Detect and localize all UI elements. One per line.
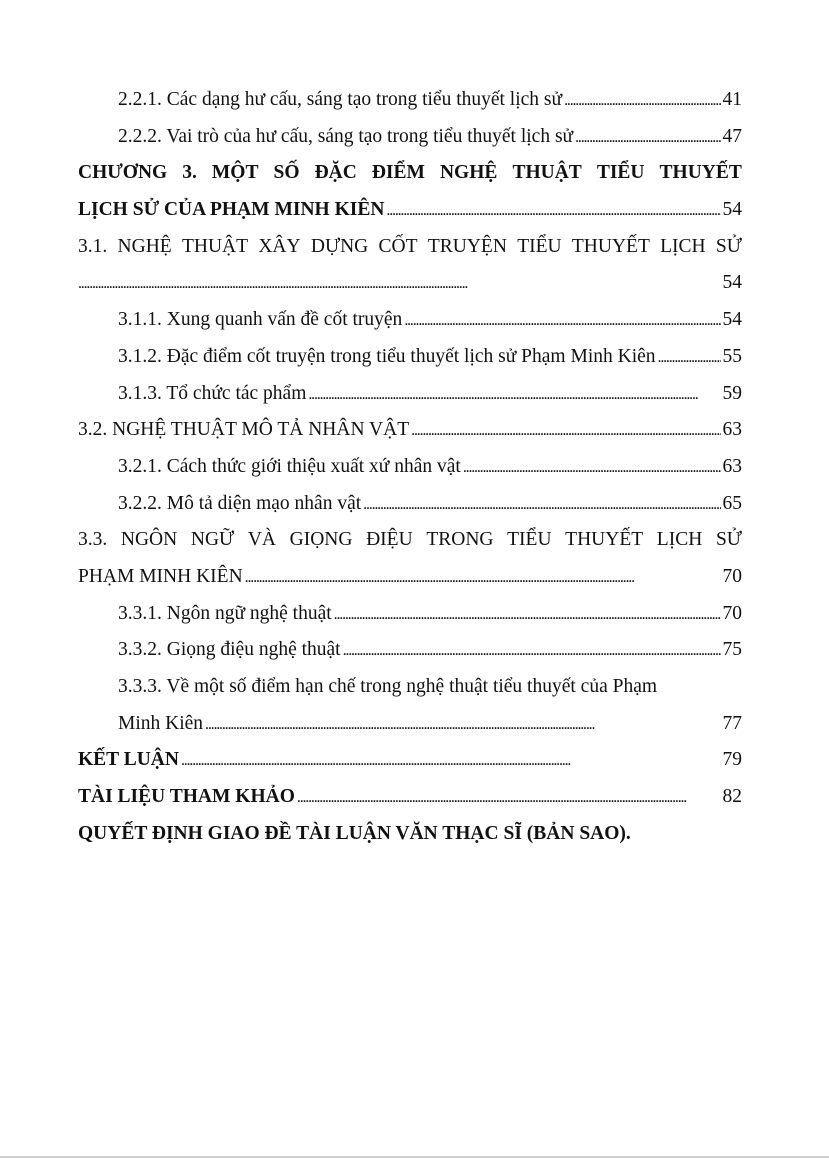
toc-word: DỰNG (310, 235, 369, 257)
toc-section-3-1-line1 (78, 229, 742, 266)
toc-word: XÂY (258, 235, 301, 257)
toc-word: NGỮ (190, 529, 235, 551)
toc-entry-3-1-2 (78, 339, 742, 376)
dot-leader (363, 486, 720, 524)
dot-leader (245, 559, 721, 597)
toc-section-3-2 (78, 412, 742, 449)
toc-entry-2-2-2 (78, 119, 742, 156)
toc-section-3-3-line2 (78, 559, 742, 596)
toc-entry-3-3-2 (78, 632, 742, 669)
toc-word: THUYẾT (659, 162, 742, 184)
toc-word: TRONG (426, 529, 494, 551)
toc-chapter-3-line1 (78, 155, 742, 192)
toc-page-number: 79 (722, 749, 742, 771)
toc-page-number: 54 (722, 309, 742, 331)
toc-word: GIỌNG (289, 529, 353, 551)
toc-page-number: 70 (722, 565, 742, 587)
dot-leader (334, 596, 721, 634)
toc-word: LỊCH (660, 235, 706, 257)
toc-entry-title: KẾT LUẬN (78, 749, 179, 771)
dot-leader (181, 742, 721, 780)
toc-page-number: 54 (722, 199, 742, 221)
toc-page-number: 55 (722, 345, 742, 367)
toc-word: THUẬT (181, 235, 249, 257)
toc-entry-title: 3.1.2. Đặc điểm cốt truyện trong tiểu thuyết lịch sử Phạm Minh Kiên (118, 345, 656, 367)
toc-word: CỐT (378, 235, 418, 257)
toc-page-number: 82 (722, 786, 742, 808)
toc-word: NGÔN (120, 529, 178, 551)
toc-word: NGHỆ (117, 235, 172, 257)
toc-word: SỐ (273, 162, 300, 184)
dot-leader (78, 265, 721, 303)
dot-leader (575, 119, 720, 157)
toc-entry-title: 3.2.2. Mô tả diện mạo nhân vật (118, 492, 362, 514)
toc-entry-title: 3.3.1. Ngôn ngữ nghệ thuật (118, 602, 332, 624)
dot-leader (205, 706, 720, 744)
toc-entry-title: LỊCH SỬ CỦA PHẠM MINH KIÊN (78, 199, 385, 221)
toc-word: NGHỆ (439, 162, 498, 184)
toc-entry-title: 3.2. NGHỆ THUẬT MÔ TẢ NHÂN VẬT (78, 419, 410, 441)
toc-tai-lieu-tham-khao (78, 779, 742, 816)
toc-word: 3.3. (78, 529, 108, 551)
toc-page-number: 63 (722, 455, 742, 477)
toc-word: 3. (182, 162, 197, 184)
toc-word: VÀ (247, 529, 276, 551)
toc-ket-luan (78, 742, 742, 779)
dot-leader (658, 339, 721, 377)
dot-leader (411, 412, 720, 450)
toc-word: ĐẶC (314, 162, 357, 184)
toc-word: THUYẾT (571, 235, 650, 257)
toc-entry-title: Minh Kiên (118, 712, 204, 734)
dot-leader (564, 82, 720, 120)
toc-entry-title: 3.2.1. Cách thức giới thiệu xuất xứ nhân vật (118, 455, 461, 477)
toc-word: ĐIỆU (366, 529, 413, 551)
toc-entry-title: 2.2.2. Vai trò của hư cấu, sáng tạo trong tiểu thuyết lịch sử (118, 125, 574, 147)
toc-word: LỊCH (656, 529, 703, 551)
toc-entry-title: QUYẾT ĐỊNH GIAO ĐỀ TÀI LUẬN VĂN THẠC SĨ (BẢN SAO). (78, 822, 631, 844)
toc-word: SỬ (715, 529, 742, 551)
toc-entry-3-3-3-line1 (78, 669, 742, 706)
toc-chapter-3-line2 (78, 192, 742, 229)
toc-entry-3-2-1 (78, 449, 742, 486)
toc-entry-title: TÀI LIỆU THAM KHẢO (78, 786, 295, 808)
toc-word: THUẬT (512, 162, 582, 184)
dot-leader (297, 779, 721, 817)
toc-word: TIỂU (517, 235, 562, 257)
toc-entry-title: 3.3.2. Giọng điệu nghệ thuật (118, 639, 341, 661)
dot-leader (463, 449, 721, 487)
toc-entry-3-1-1 (78, 302, 742, 339)
toc-page-number: 77 (722, 712, 742, 734)
dot-leader (404, 302, 720, 340)
toc-entry-title: 3.1.1. Xung quanh vấn đề cốt truyện (118, 309, 403, 331)
toc-word: TIỂU (596, 162, 645, 184)
toc-page-number: 70 (722, 602, 742, 624)
dot-leader (343, 632, 721, 670)
table-of-contents (78, 82, 742, 852)
dot-leader (386, 192, 720, 230)
toc-entry-title: 2.2.1. Các dạng hư cấu, sáng tạo trong tiểu thuyết lịch sử (118, 89, 563, 110)
toc-word: MỘT (211, 162, 259, 184)
toc-page-number: 75 (722, 639, 742, 661)
toc-section-3-3-line1 (78, 522, 742, 559)
toc-entry-3-2-2 (78, 486, 742, 523)
toc-page-number: 47 (722, 125, 742, 147)
toc-section-3-1-line2 (78, 265, 742, 302)
toc-word: TIỂU (507, 529, 552, 551)
toc-word: THUYẾT (565, 529, 644, 551)
toc-page-number: 54 (722, 272, 742, 294)
toc-word: 3.1. (78, 235, 108, 257)
toc-entry-2-2-1 (78, 82, 742, 119)
toc-page-number: 41 (722, 89, 742, 110)
toc-entry-3-1-3 (78, 376, 742, 413)
dot-leader (308, 376, 720, 414)
toc-quyet-dinh (78, 816, 742, 853)
toc-entry-3-3-1 (78, 596, 742, 633)
toc-page-number: 63 (722, 419, 742, 441)
toc-entry-title: PHẠM MINH KIÊN (78, 565, 243, 587)
toc-entry-title: 3.3.3. Về một số điểm hạn chế trong nghệ thuật tiểu thuyết của Phạm (118, 676, 658, 697)
toc-entry-3-3-3-line2 (78, 706, 742, 743)
toc-word: SỬ (715, 235, 742, 257)
toc-word: CHƯƠNG (78, 162, 168, 184)
toc-word: TRUYỆN (427, 235, 507, 257)
toc-page-number: 65 (722, 492, 742, 514)
toc-word: ĐIỂM (371, 162, 425, 184)
toc-page-number: 59 (722, 382, 742, 404)
toc-entry-title: 3.1.3. Tổ chức tác phẩm (118, 382, 307, 404)
